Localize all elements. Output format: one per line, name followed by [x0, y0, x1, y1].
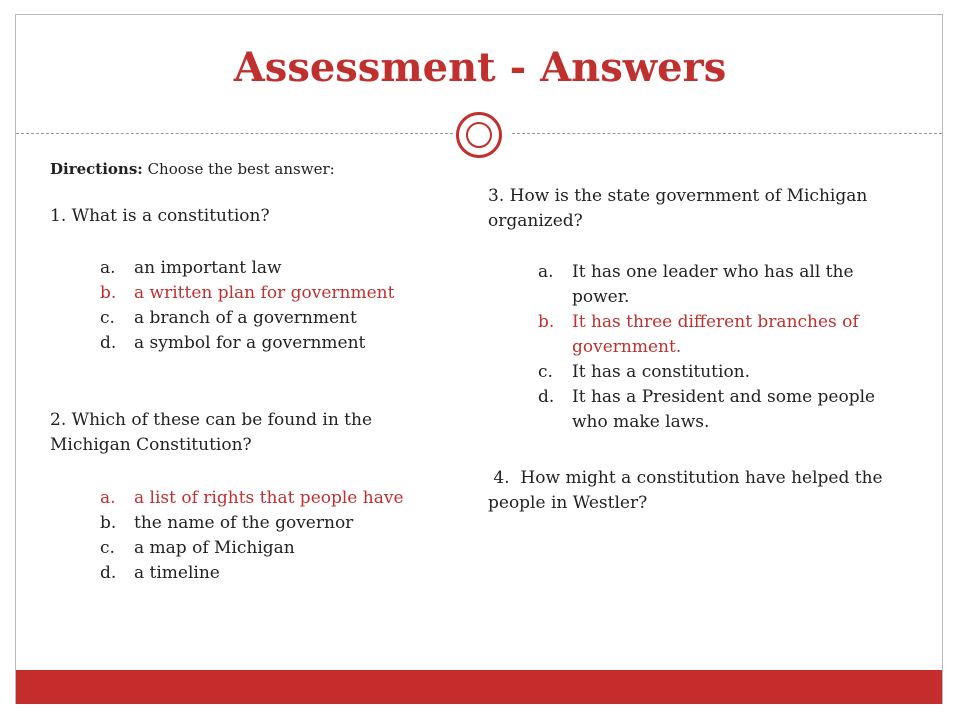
option-text: a timeline: [134, 563, 220, 583]
question-3: 3. How is the state government of Michigan organized?: [488, 186, 868, 231]
divider-right: [512, 133, 942, 134]
option-letter: b.: [538, 312, 555, 332]
option-text: It has one leader who has all the power.: [572, 262, 854, 307]
divider-left: [16, 133, 453, 134]
option-text: a list of rights that people have: [134, 488, 404, 508]
option-correct: [100, 486, 440, 511]
directions-text: Choose the best answer:: [142, 160, 335, 178]
option-letter: a.: [538, 262, 554, 282]
option-letter: b.: [100, 283, 117, 303]
option-letter: a.: [100, 258, 116, 278]
option-text: a branch of a government: [134, 308, 357, 328]
option-letter: b.: [100, 513, 117, 533]
option-correct: [100, 281, 430, 306]
directions: [50, 160, 335, 178]
option-letter: c.: [100, 538, 115, 558]
option: [100, 256, 430, 281]
option-letter: d.: [100, 333, 117, 353]
option: [100, 511, 440, 536]
option-text: an important law: [134, 258, 282, 278]
question-1: 1. What is a constitution?: [50, 206, 270, 226]
option: [100, 331, 430, 356]
question-2: 2. Which of these can be found in the Michigan Constitution?: [50, 410, 373, 455]
option: [538, 260, 908, 310]
option-text: a written plan for government: [134, 283, 395, 303]
option-text: a map of Michigan: [134, 538, 295, 558]
option: [100, 536, 440, 561]
slide-title: Assessment - Answers: [233, 44, 727, 91]
directions-label: Directions:: [50, 160, 143, 178]
option: [100, 561, 440, 586]
option: [538, 385, 908, 435]
option-letter: c.: [100, 308, 115, 328]
option-letter: c.: [538, 362, 553, 382]
option-text: the name of the governor: [134, 513, 354, 533]
question-3-options: [538, 260, 908, 435]
option-text: It has a President and some people who make laws.: [572, 387, 876, 432]
option: [100, 306, 430, 331]
question-1-options: [100, 256, 430, 356]
option-letter: d.: [100, 563, 117, 583]
option-letter: a.: [100, 488, 116, 508]
option-letter: d.: [538, 387, 555, 407]
footer-bar: [16, 670, 942, 704]
double-ring-icon: [456, 112, 502, 158]
option-correct: [538, 310, 908, 360]
option-text: It has three different branches of government.: [572, 312, 859, 357]
option: [538, 360, 908, 385]
question-4: 4. How might a constitution have helped the people in Westler?: [488, 468, 889, 513]
option-text: a symbol for a government: [134, 333, 366, 353]
inner-ring: [466, 122, 492, 148]
option-text: It has a constitution.: [572, 362, 751, 382]
question-2-options: [100, 486, 440, 586]
